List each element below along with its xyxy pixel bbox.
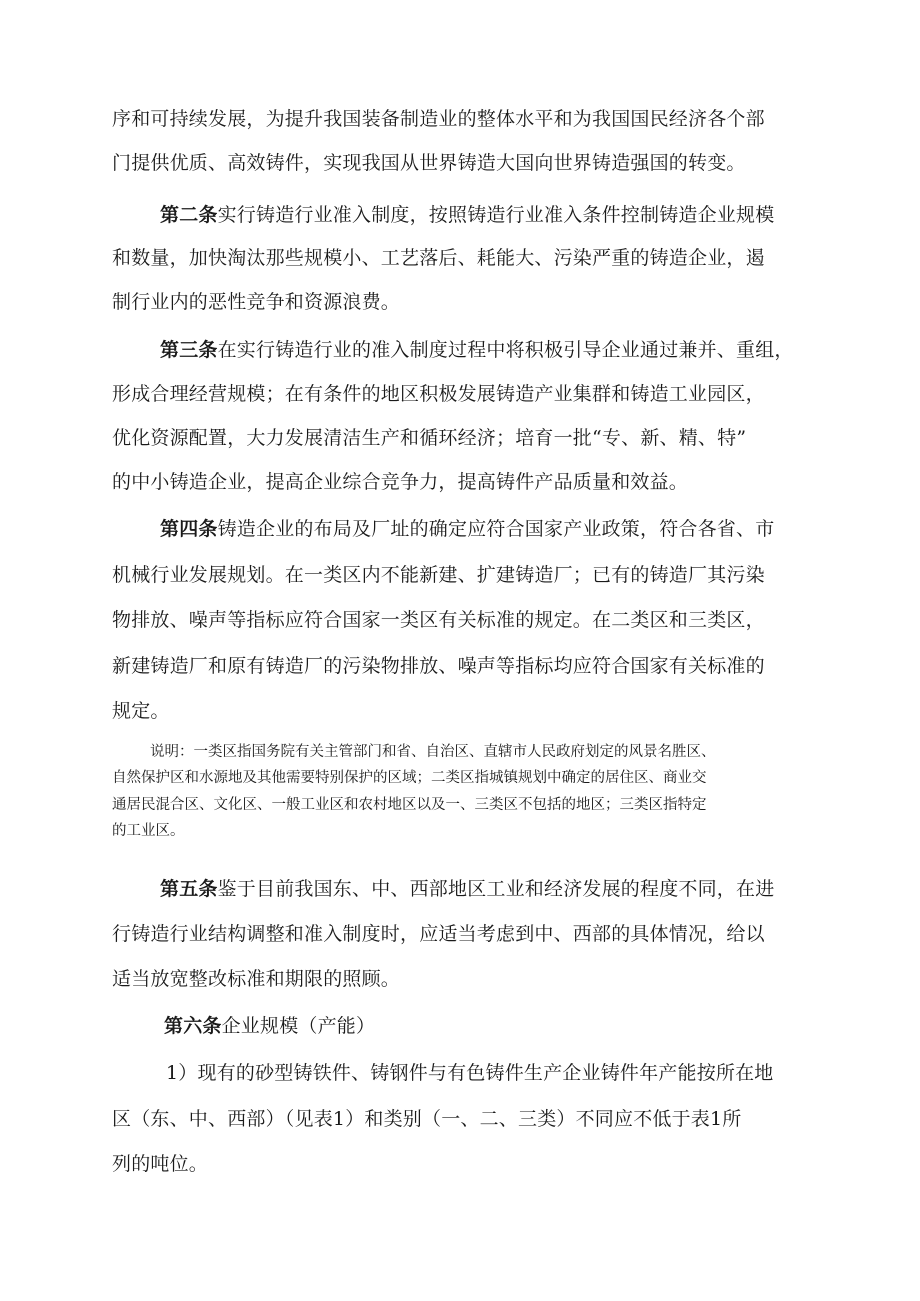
- article2-text-1: 实行铸造行业准入制度，按照铸造行业准入条件控制铸造企业规模: [217, 204, 775, 226]
- article2-line-2: 和数量，加快淘汰那些规模小、工艺落后、耗能大、污染严重的铸造企业，遏: [112, 247, 765, 269]
- article6-title: 企业规模（产能）: [221, 1015, 376, 1037]
- note-line-3: 通居民混合区、文化区、一般工业区和农村地区以及一、三类区不包括的地区；三类区指特定: [112, 797, 707, 813]
- article6-item1-line-1: 1）现有的砂型铸铁件、铸钢件与有色铸件生产企业铸件年产能按所在地: [166, 1062, 774, 1084]
- article2-heading: 第二条: [160, 204, 218, 226]
- article2-line-3: 制行业内的恶性竞争和资源浪费。: [112, 291, 401, 313]
- intro-line-2: 门提供优质、高效铸件，实现我国从世界铸造大国向世界铸造强国的转变。: [112, 152, 746, 174]
- article5-text-1: 鉴于目前我国东、中、西部地区工业和经济发展的程度不同，在进: [217, 878, 775, 900]
- article3-line-4: 的中小铸造企业，提高企业综合竞争力，提高铸件产品质量和效益。: [112, 471, 689, 493]
- article3-line-1: [160, 337, 794, 363]
- article6-heading: 第六条: [164, 1015, 222, 1037]
- article4-heading: 第四条: [160, 518, 218, 540]
- note-line-4: 的工业区。: [112, 823, 185, 839]
- intro-line-1: 序和可持续发展，为提升我国装备制造业的整体水平和为我国国民经济各个部: [112, 108, 765, 130]
- article5-line-2: 行铸造行业结构调整和准入制度时，应适当考虑到中、西部的具体情况，给以: [112, 923, 765, 945]
- article5-heading: 第五条: [160, 878, 218, 900]
- article3-line-3: 优化资源配置，大力发展清洁生产和循环经济；培育一批“专、新、精、特”: [112, 427, 747, 449]
- article4-line-2: 机械行业发展规划。在一类区内不能新建、扩建铸造厂；已有的铸造厂其污染: [112, 564, 765, 586]
- article6-item1-line-2: 区（东、中、西部）（见表1）和类别（一、二、三类）不同应不低于表1所: [112, 1108, 742, 1130]
- article4-line-1: [160, 516, 774, 542]
- article2-line-1: [160, 202, 774, 228]
- article3-text-1: 在实行铸造行业的准入制度过程中将积极引导企业通过兼并、重组，: [217, 339, 794, 361]
- article4-line-5: 规定。: [112, 700, 170, 722]
- article6-title-line: [164, 1013, 375, 1039]
- article6-item1-line-3: 列的吨位。: [112, 1153, 209, 1175]
- article3-line-2: 形成合理经营规模；在有条件的地区积极发展铸造产业集群和铸造工业园区，: [112, 383, 765, 405]
- article5-line-3: 适当放宽整改标准和期限的照顾。: [112, 968, 401, 990]
- article3-heading: 第三条: [160, 339, 218, 361]
- article4-line-4: 新建铸造厂和原有铸造厂的污染物排放、噪声等指标均应符合国家有关标准的: [112, 655, 765, 677]
- article4-text-1: 铸造企业的布局及厂址的确定应符合国家产业政策，符合各省、市: [217, 518, 775, 540]
- article5-line-1: [160, 876, 774, 902]
- article4-line-3: 物排放、噪声等指标应符合国家一类区有关标准的规定。在二类区和三类区，: [112, 609, 765, 631]
- note-line-1: 说明：一类区指国务院有关主管部门和省、自治区、直辖市人民政府划定的风景名胜区、: [150, 744, 716, 760]
- note-line-2: 自然保护区和水源地及其他需要特别保护的区域；二类区指城镇规划中确定的居住区、商业交: [112, 770, 707, 786]
